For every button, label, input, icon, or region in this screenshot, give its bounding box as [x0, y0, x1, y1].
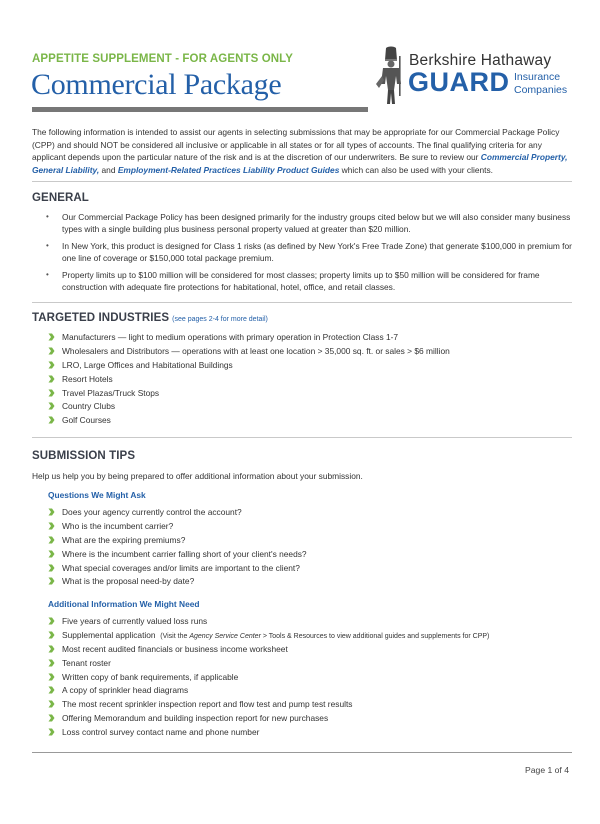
- additional-info-list: [48, 615, 568, 740]
- list-item-text: What is the proposal need-by date?: [62, 576, 195, 587]
- chevron-right-icon: [48, 645, 55, 653]
- list-item: [48, 712, 568, 726]
- list-item: [48, 575, 568, 589]
- chevron-right-icon: [48, 402, 55, 410]
- intro-paragraph: [32, 126, 572, 176]
- chevron-right-icon: [48, 375, 55, 383]
- product-guide-link-property-gl[interactable]: Commercial Property, General Liability,: [32, 152, 568, 175]
- list-item-text: Resort Hotels: [62, 373, 113, 384]
- list-item: [48, 643, 568, 657]
- page-number: Page 1 of 4: [525, 765, 569, 775]
- chevron-right-icon: [48, 389, 55, 397]
- chevron-right-icon: [48, 508, 55, 516]
- note-text: > Tools & Resources to view additional guides and supplements for CPP): [260, 632, 490, 640]
- list-item: • In New York, this product is designed for Class 1 risks (as defined by New York's Free Trade Zone) that generate $100,000 in premium for one line of coverage or $150,000 total package premium.: [46, 241, 572, 263]
- page-title: Commercial Package: [31, 68, 282, 101]
- list-item: • Property limits up to $100 million will be considered for most classes; property limits up to $50 million will be considered for frame construction with adequate fire protections for habitational, hotel, office, and retail classes.: [46, 270, 540, 292]
- product-guide-link-epl[interactable]: Employment-Related Practices Liability Product Guides: [117, 164, 340, 175]
- list-item: [48, 698, 568, 712]
- list-item: [48, 345, 568, 359]
- questions-list: [48, 506, 568, 589]
- chevron-right-icon: [48, 550, 55, 558]
- list-item-text: In New York, this product is designed for Class 1 risks (as defined by New York's Free Trade Zone) that generate $100,000 in premium for one line of coverage or $150,000 total package premium.: [62, 241, 572, 263]
- supplemental-note: [160, 633, 489, 640]
- chevron-right-icon: [48, 673, 55, 681]
- list-item: [48, 414, 568, 428]
- section-title-submission: SUBMISSION TIPS: [32, 450, 136, 462]
- list-item-text: Property limits up to $100 million will be considered for most classes; property limits up to $50 million will be considered for frame construction with adequate fire protections for habitational, hotel, office, and retail classes.: [62, 270, 540, 292]
- supplement-label: APPETITE SUPPLEMENT - FOR AGENTS ONLY: [32, 53, 293, 65]
- section-title-general: GENERAL: [32, 192, 89, 204]
- company-logo: [372, 46, 572, 108]
- chevron-right-icon: [48, 617, 55, 625]
- list-item: [48, 534, 568, 548]
- intro-text-end: which can also be used with your clients.: [339, 164, 493, 175]
- list-item-text: What special coverages and/or limits are important to the client?: [62, 562, 300, 573]
- title-underline: [32, 107, 368, 112]
- list-item-text: A copy of sprinkler head diagrams: [62, 685, 189, 696]
- chevron-right-icon: [48, 361, 55, 369]
- list-item: [48, 684, 568, 698]
- questions-heading: Questions We Might Ask: [48, 490, 146, 500]
- divider: [32, 302, 572, 303]
- chevron-right-icon: [48, 536, 55, 544]
- logo-wordmark-top: Berkshire Hathaway: [409, 52, 552, 69]
- list-item-text: Travel Plazas/Truck Stops: [62, 387, 160, 398]
- chevron-right-icon: [48, 347, 55, 355]
- list-item: [48, 671, 568, 685]
- submission-lead: Help us help you by being prepared to offer additional information about your submission.: [32, 471, 363, 481]
- list-item-text: Country Clubs: [62, 401, 116, 412]
- list-item-text: Tenant roster: [62, 657, 111, 668]
- list-item: [48, 400, 568, 414]
- agency-service-center-link[interactable]: Agency Service Center: [189, 632, 261, 640]
- chevron-right-icon: [48, 522, 55, 530]
- list-item: [48, 629, 568, 643]
- list-item: [48, 562, 568, 576]
- list-item-text: Supplemental application: [62, 629, 156, 640]
- guard-soldier-icon: [372, 46, 410, 106]
- list-item-text: Manufacturers — light to medium operations with primary operation in Protection Class 1-7: [62, 332, 399, 342]
- logo-wordmark-insurance: Insurance: [514, 71, 561, 83]
- list-item-text: The most recent sprinkler inspection report and flow test and pump test results: [62, 699, 353, 710]
- footer-divider: [32, 752, 572, 753]
- list-item: [48, 548, 568, 562]
- list-item-text: Offering Memorandum and building inspection report for new purchases: [62, 713, 329, 724]
- chevron-right-icon: [48, 728, 55, 736]
- divider: [32, 437, 572, 438]
- intro-text: The following information is intended to assist our agents in selecting submissions that may be appropriate for our Commercial Package Policy (CPP) and should NOT be considered all inclusive or applicable in all states or for all types of accounts. The final qualifying criteria for any applicant depends upon the particular nature of the risk and is at the discretion of our underwriters. Be sure to review our: [32, 127, 560, 163]
- section-title-targeted: [32, 312, 268, 324]
- chevron-right-icon: [48, 631, 55, 639]
- list-item: [48, 657, 568, 671]
- list-item-text: Most recent audited financials or business income worksheet: [62, 643, 288, 654]
- chevron-right-icon: [48, 564, 55, 572]
- chevron-right-icon: [48, 659, 55, 667]
- divider: [32, 181, 572, 182]
- list-item-text: Where is the incumbent carrier falling short of your client's needs?: [62, 548, 307, 559]
- list-item: [48, 506, 568, 520]
- list-item-text: Written copy of bank requirements, if applicable: [62, 671, 239, 682]
- note-text: (Visit the: [160, 632, 190, 640]
- chevron-right-icon: [48, 577, 55, 585]
- list-item: • Our Commercial Package Policy has been designed primarily for the industry groups cited below but we will also consider many business types with a single building plus business personal property valued at greater than $20 million.: [46, 212, 571, 234]
- section-note: (see pages 2-4 for more detail): [172, 316, 268, 323]
- list-item-text: Golf Courses: [62, 415, 111, 426]
- list-item-text: Who is the incumbent carrier?: [62, 520, 174, 531]
- list-item: [48, 359, 568, 373]
- logo-wordmark-companies: Companies: [514, 84, 568, 96]
- list-item: [48, 726, 568, 740]
- chevron-right-icon: [48, 333, 55, 341]
- general-list: [45, 211, 575, 298]
- list-item-text: What are the expiring premiums?: [62, 534, 186, 545]
- chevron-right-icon: [48, 686, 55, 694]
- chevron-right-icon: [48, 714, 55, 722]
- list-item-text: LRO, Large Offices and Habitational Buildings: [62, 359, 233, 370]
- section-title-text: TARGETED INDUSTRIES: [32, 312, 170, 324]
- list-item: [48, 615, 568, 629]
- list-item-text: Does your agency currently control the account?: [62, 507, 242, 517]
- intro-text-mid: and: [99, 164, 118, 175]
- list-item-text: Five years of currently valued loss runs: [62, 616, 208, 626]
- list-item: [48, 387, 568, 401]
- chevron-right-icon: [48, 700, 55, 708]
- list-item-text: Wholesalers and Distributors — operations with at least one location > 35,000 sq. ft. or sales > $6 million: [62, 345, 450, 356]
- list-item: [48, 373, 568, 387]
- additional-info-heading: Additional Information We Might Need: [48, 599, 200, 609]
- logo-wordmark-guard: GUARD: [408, 67, 510, 97]
- list-item-text: Our Commercial Package Policy has been designed primarily for the industry groups cited below but we will also consider many business types with a single building plus business personal property valued at greater than $20 million.: [62, 212, 571, 234]
- list-item: [48, 331, 568, 345]
- chevron-right-icon: [48, 416, 55, 424]
- targeted-industries-list: [48, 331, 568, 428]
- list-item-text: Loss control survey contact name and phone number: [62, 727, 260, 738]
- list-item: [48, 520, 568, 534]
